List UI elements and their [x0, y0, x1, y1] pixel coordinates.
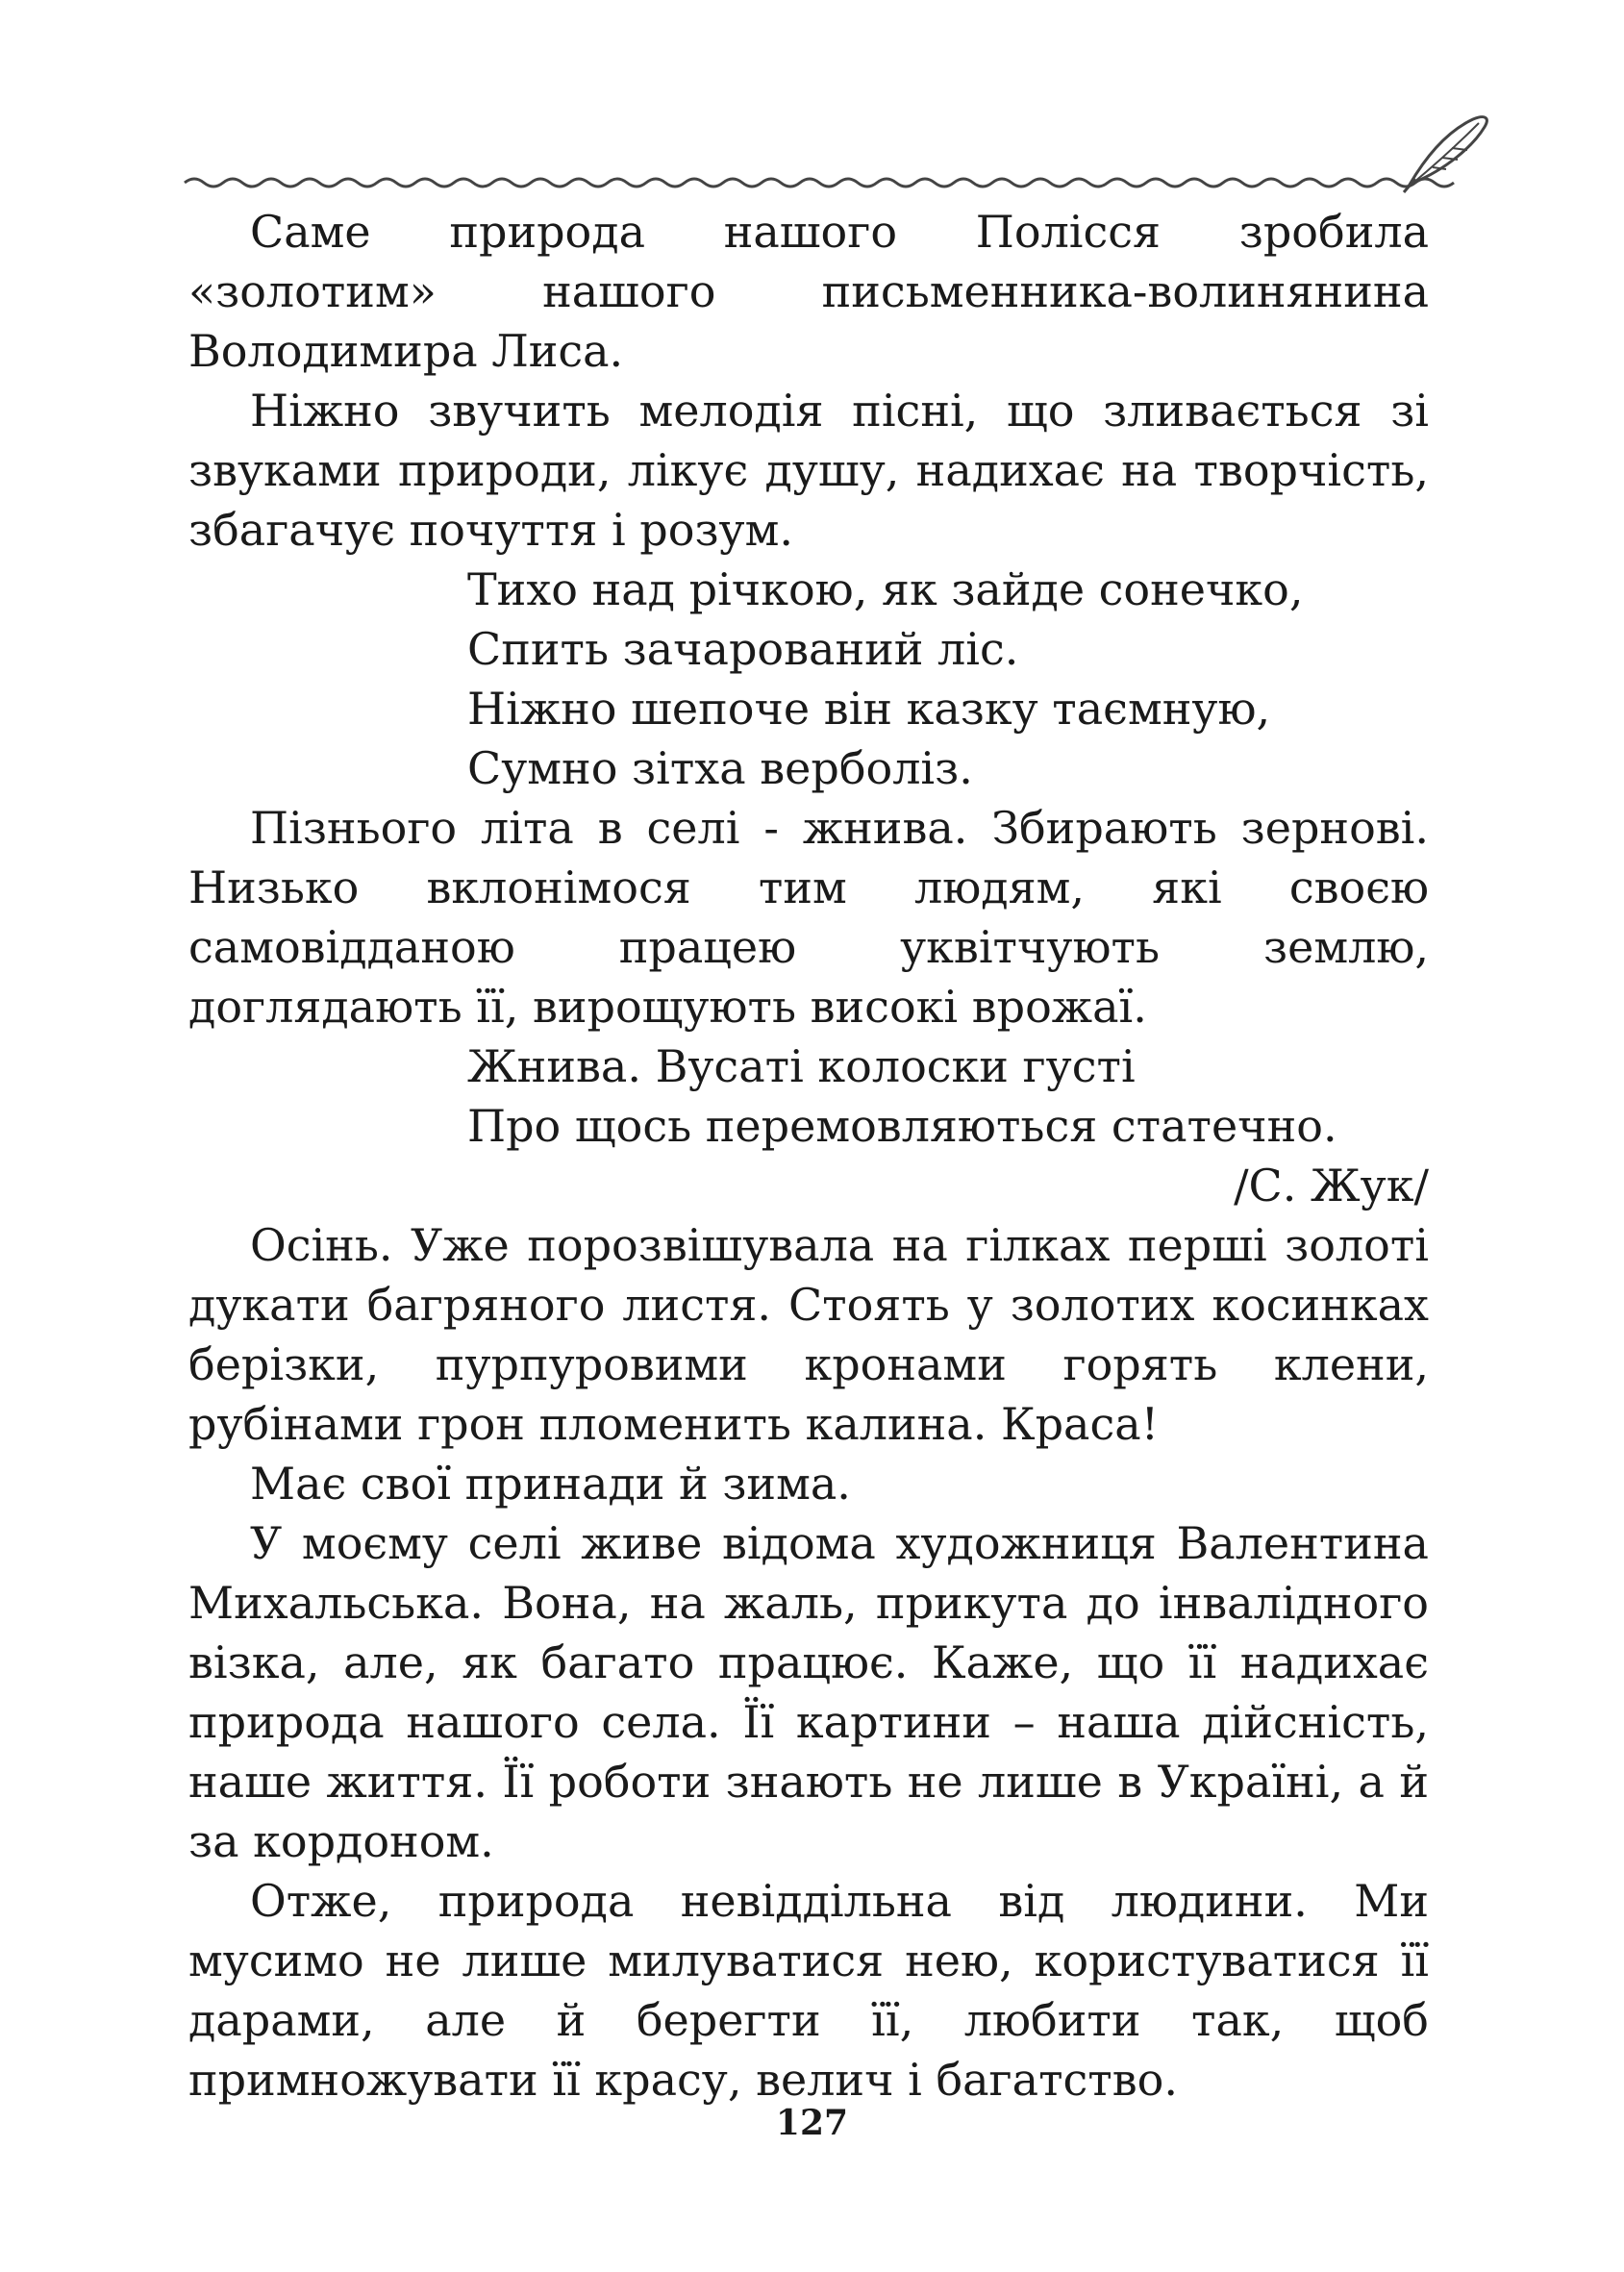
paragraph: Осінь. Уже порозвішувала на гілках перші золоті дукати багряного листя. Стоять у золотих косинках берізки, пурпуровими кронами горять клени, рубінами грон пломенить калина. Краса!: [188, 1219, 1429, 1450]
verse-line: Спить зачарований ліс.: [467, 623, 1019, 675]
paragraph: Має свої принади й зима.: [250, 1458, 851, 1510]
verse-line: Тихо над річкою, як зайде сонечко,: [467, 563, 1304, 615]
page-body: [188, 202, 1429, 2110]
verse-line: Ніжно шепоче він казку таємную,: [467, 683, 1271, 735]
paragraph: У моєму селі живе відома художниця Валентина Михальська. Вона, на жаль, прикута до інвалідного візка, але, як багато працює. Каже, що її надихає природа нашого села. Її картини – наша дійсність, наше життя. Її роботи знають не лише в Україні, а й за кордоном.: [188, 1517, 1429, 1867]
verse-block: [188, 560, 1429, 798]
page-number: 127: [775, 2103, 849, 2143]
paragraph: Отже, природа невіддільна від людини. Ми мусимо не лише милуватися нею, користуватися її дарами, але й берегти її, любити так, щоб примножувати її красу, велич і багатство.: [188, 1875, 1429, 2106]
verse-block: [188, 1036, 1429, 1156]
paragraph: Пізнього літа в селі - жнива. Збирають зернові. Низько вклонімося тим людям, які своєю самовідданою працею уквітчують землю, доглядають її, вирощують високі врожаї.: [188, 802, 1429, 1033]
verse-line: Жнива. Вусаті колоски густі: [467, 1040, 1136, 1092]
paragraph: Ніжно звучить мелодія пісні, що зливається зі звуками природи, лікує душу, надихає на творчість, збагачує почуття і розум.: [188, 385, 1429, 556]
paragraph: Саме природа нашого Полісся зробила «золотим» нашого письменника-волинянина Володимира Лиса.: [188, 206, 1429, 377]
verse-line: Про щось перемовляються статечно.: [467, 1100, 1337, 1152]
header-wavy-line-feather-icon: [183, 108, 1490, 194]
quote-attribution: /С. Жук/: [1234, 1160, 1429, 1211]
verse-line: Сумно зітха верболіз.: [467, 742, 973, 794]
